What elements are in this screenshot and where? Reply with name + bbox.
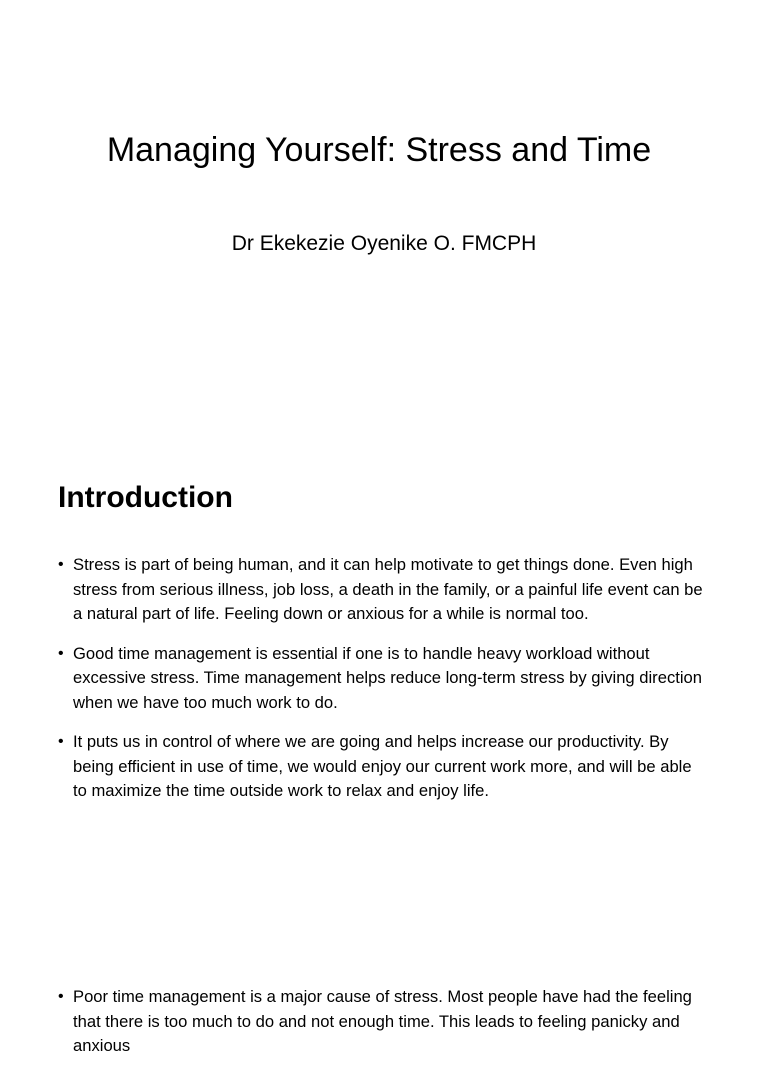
- bullet-text: Stress is part of being human, and it can help motivate to get things done. Even high stress from serious illness, job loss, a death in the family, or a painful life event can be a natural part of life. Feeling down or anxious for a while is normal too.: [73, 555, 703, 623]
- bullet-icon: •: [58, 988, 64, 1005]
- list-item: [58, 985, 710, 1059]
- bullet-icon: •: [58, 556, 64, 573]
- presentation-title: Managing Yourself: Stress and Time: [106, 131, 652, 169]
- section-heading: Introduction: [58, 481, 233, 514]
- list-item: [58, 730, 710, 804]
- bullet-text: It puts us in control of where we are going and helps increase our productivity. By being efficient in use of time, we would enjoy our current work more, and will be able to maximize the time outside work to relax and enjoy life.: [73, 732, 692, 800]
- bullet-list: [58, 985, 710, 1074]
- slide-title: [0, 0, 768, 432]
- list-item: [58, 553, 710, 627]
- bullet-list: [58, 553, 710, 819]
- bullet-icon: •: [58, 644, 64, 662]
- slide-time-management: [0, 864, 768, 1055]
- bullet-text: Poor time management is a major cause of stress. Most people have had the feeling that there is too much to do and not enough time. This leads to feeling panicky and anxious: [73, 987, 692, 1055]
- author-subtitle: Dr Ekekezie Oyenike O. FMCPH: [231, 232, 537, 255]
- bullet-text: Good time management is essential if one is to handle heavy workload without excessive stress. Time management helps reduce long-term stress by giving direction when we have too much work to do.: [73, 643, 702, 712]
- slide-introduction: [0, 432, 768, 864]
- bullet-icon: •: [58, 733, 64, 750]
- list-item: [58, 642, 710, 716]
